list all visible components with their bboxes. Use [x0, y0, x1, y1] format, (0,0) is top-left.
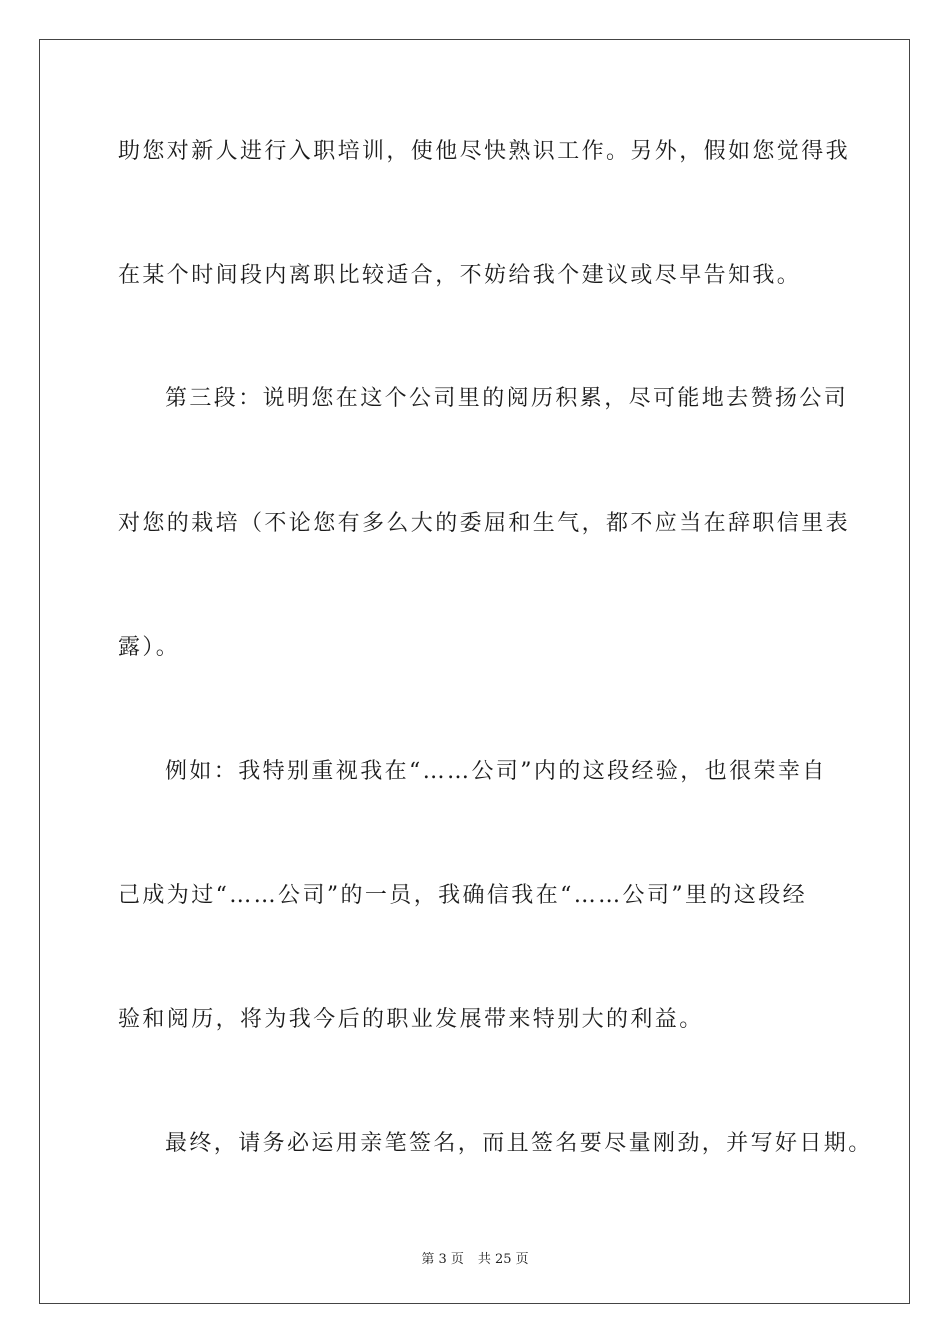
paragraph-start-line: 例如：我特别重视我在“……公司”内的这段经验，也很荣幸自: [165, 759, 827, 784]
body-text-line: 在某个时间段内离职比较适合，不妨给我个建议或尽早告知我。: [118, 263, 802, 288]
page-number: 第 3 页: [421, 1252, 464, 1267]
body-text-line: 助您对新人进行入职培训，使他尽快熟识工作。另外，假如您觉得我: [118, 139, 851, 164]
page-border: [39, 39, 910, 1304]
body-text-line: 验和阅历，将为我今后的职业发展带来特别大的利益。: [118, 1007, 704, 1032]
body-text-line: 己成为过“……公司”的一员，我确信我在“……公司”里的这段经: [118, 883, 807, 908]
total-pages: 共 25 页: [477, 1252, 529, 1267]
page-footer: [0, 1248, 950, 1267]
paragraph-start-line: 第三段：说明您在这个公司里的阅历积累，尽可能地去赞扬公司: [165, 386, 849, 411]
body-text-line: 对您的栽培（不论您有多么大的委屈和生气，都不应当在辞职信里表: [118, 511, 851, 536]
paragraph-start-line: 最终，请务必运用亲笔签名，而且签名要尽量刚劲，并写好日期。: [165, 1131, 873, 1156]
body-text-line: 露）。: [118, 635, 181, 660]
